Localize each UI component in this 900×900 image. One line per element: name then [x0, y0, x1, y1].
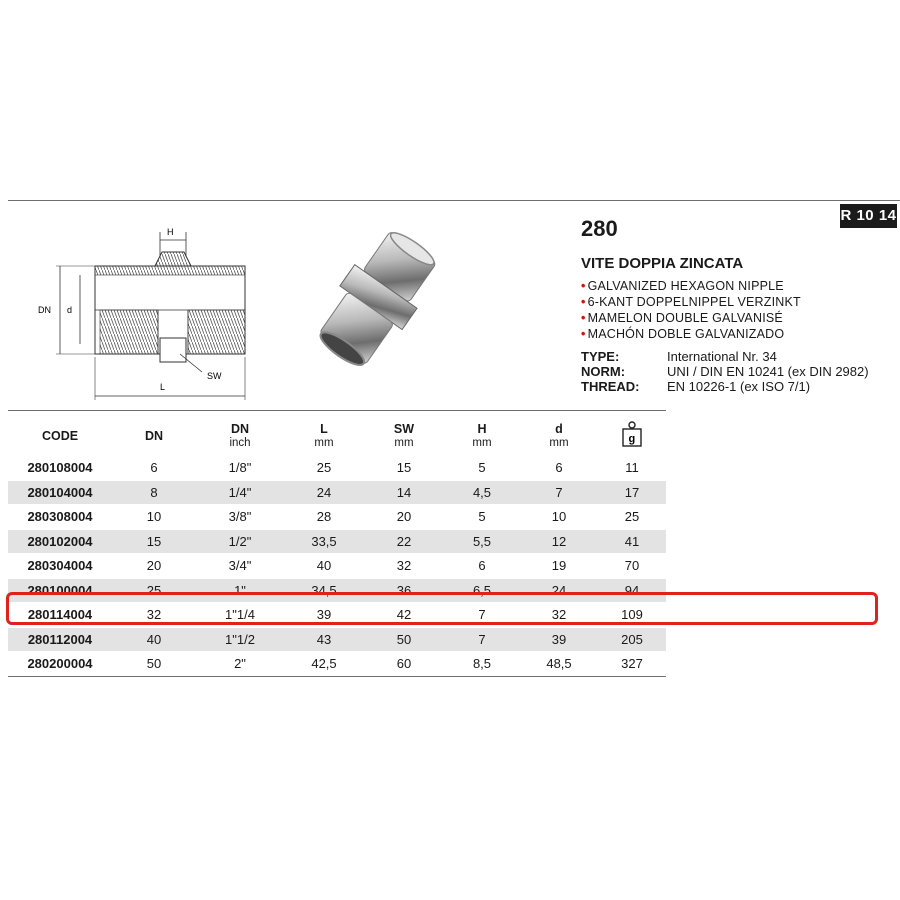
dim-label-sw: SW [207, 371, 222, 381]
cell-code: 280108004 [8, 456, 112, 480]
table-cell: 327 [598, 652, 666, 677]
table-cell: 24 [520, 578, 598, 603]
table-cell: 7 [444, 603, 520, 628]
table-cell: 6 [520, 456, 598, 480]
cell-code: 280100004 [8, 578, 112, 603]
table-cell: 7 [444, 627, 520, 652]
table-cell: 19 [520, 554, 598, 579]
header-weight [598, 415, 666, 456]
table-row [8, 554, 666, 579]
bullet-icon: • [581, 327, 586, 341]
table-cell: 10 [112, 505, 196, 530]
product-photo [305, 230, 445, 375]
cell-code: 280304004 [8, 554, 112, 579]
table-cell: 4,5 [444, 480, 520, 505]
cell-code: 280104004 [8, 480, 112, 505]
table-row [8, 480, 666, 505]
table-cell: 11 [598, 456, 666, 480]
table-cell: 42 [364, 603, 444, 628]
table-cell: 32 [520, 603, 598, 628]
table-cell: 6 [112, 456, 196, 480]
dimensions-table [8, 415, 666, 677]
bullet-icon: • [581, 295, 586, 309]
table-row [8, 529, 666, 554]
table-row [8, 627, 666, 652]
table-row [8, 505, 666, 530]
table-cell: 1/2" [196, 529, 284, 554]
table-header-row [8, 415, 666, 456]
table-cell: 24 [284, 480, 364, 505]
table-cell: 40 [284, 554, 364, 579]
table-cell: 6,5 [444, 578, 520, 603]
table-cell: 25 [284, 456, 364, 480]
spec-thread: THREAD: EN 10226-1 (ex ISO 7/1) [581, 379, 811, 394]
table-cell: 25 [112, 578, 196, 603]
table-cell: 41 [598, 529, 666, 554]
product-number: 280 [581, 216, 618, 241]
table-cell: 39 [520, 627, 598, 652]
table-cell: 42,5 [284, 652, 364, 677]
table-cell: 48,5 [520, 652, 598, 677]
product-title: VITE DOPPIA ZINCATA [581, 255, 744, 272]
table-cell: 25 [598, 505, 666, 530]
table-cell: 33,5 [284, 529, 364, 554]
table-cell: 70 [598, 554, 666, 579]
dim-label-dn: DN [38, 305, 51, 315]
description-item: • MAMELON DOUBLE GALVANISÉ [581, 311, 783, 325]
table-cell: 12 [520, 529, 598, 554]
table-cell: 20 [112, 554, 196, 579]
top-divider [8, 200, 900, 201]
table-cell: 109 [598, 603, 666, 628]
table-cell: 6 [444, 554, 520, 579]
table-cell: 7 [520, 480, 598, 505]
table-cell: 5,5 [444, 529, 520, 554]
dim-label-d: d [67, 305, 73, 315]
spec-list [581, 349, 881, 394]
table-cell: 8,5 [444, 652, 520, 677]
table-cell: 32 [112, 603, 196, 628]
table-cell: 1"1/2 [196, 627, 284, 652]
table-cell: 39 [284, 603, 364, 628]
header-code: CODE [41, 428, 79, 443]
table-cell: 14 [364, 480, 444, 505]
table-cell: 36 [364, 578, 444, 603]
table-cell: 1" [196, 578, 284, 603]
technical-drawing [30, 222, 280, 407]
table-cell: 2" [196, 652, 284, 677]
table-cell: 40 [112, 627, 196, 652]
cell-code: 280112004 [8, 627, 112, 652]
header-d: d mm [549, 421, 569, 449]
cell-code: 280102004 [8, 529, 112, 554]
header-l: L mm [314, 421, 334, 449]
description-item: • 6-KANT DOPPELNIPPEL VERZINKT [581, 295, 801, 309]
table-row [8, 652, 666, 677]
header-dn: DN [144, 428, 164, 443]
cell-code: 280308004 [8, 505, 112, 530]
table-cell: 5 [444, 456, 520, 480]
description-item: • MACHÓN DOBLE GALVANIZADO [581, 327, 785, 341]
bullet-icon: • [581, 311, 586, 325]
table-row [8, 456, 666, 480]
highlight-box [6, 592, 878, 625]
table-cell: 15 [112, 529, 196, 554]
table-cell: 17 [598, 480, 666, 505]
translated-descriptions [581, 278, 881, 342]
table-cell: 15 [364, 456, 444, 480]
spec-norm: NORM: UNI / DIN EN 10241 (ex DIN 2982) [581, 364, 869, 379]
table-cell: 3/8" [196, 505, 284, 530]
table-cell: 34,5 [284, 578, 364, 603]
spec-type: TYPE: International Nr. 34 [581, 349, 777, 364]
product-info [581, 213, 881, 394]
table-cell: 3/4" [196, 554, 284, 579]
table-cell: 50 [364, 627, 444, 652]
table-cell: 43 [284, 627, 364, 652]
header-sw: SW mm [393, 421, 415, 449]
table-cell: 22 [364, 529, 444, 554]
table-cell: 28 [284, 505, 364, 530]
bullet-icon: • [581, 279, 586, 293]
description-item: • GALVANIZED HEXAGON NIPPLE [581, 279, 784, 293]
table-cell: 1/4" [196, 480, 284, 505]
svg-text:g: g [628, 433, 636, 445]
catalog-code-badge: R 10 14 [840, 204, 897, 228]
table-cell: 5 [444, 505, 520, 530]
table-cell: 50 [112, 652, 196, 677]
table-cell: 94 [598, 578, 666, 603]
table-cell: 8 [112, 480, 196, 505]
dim-label-l: L [160, 382, 166, 392]
table-cell: 1"1/4 [196, 603, 284, 628]
cell-code: 280200004 [8, 652, 112, 677]
table-cell: 60 [364, 652, 444, 677]
table-cell: 20 [364, 505, 444, 530]
table-top-divider [8, 410, 666, 411]
header-h: H mm [472, 421, 492, 449]
cell-code: 280114004 [8, 603, 112, 628]
table-cell: 1/8" [196, 456, 284, 480]
dim-label-h: H [167, 227, 174, 237]
weight-icon [621, 420, 643, 448]
table-cell: 10 [520, 505, 598, 530]
header-dn-inch: DN inch [229, 421, 251, 449]
table-cell: 32 [364, 554, 444, 579]
table-cell: 205 [598, 627, 666, 652]
